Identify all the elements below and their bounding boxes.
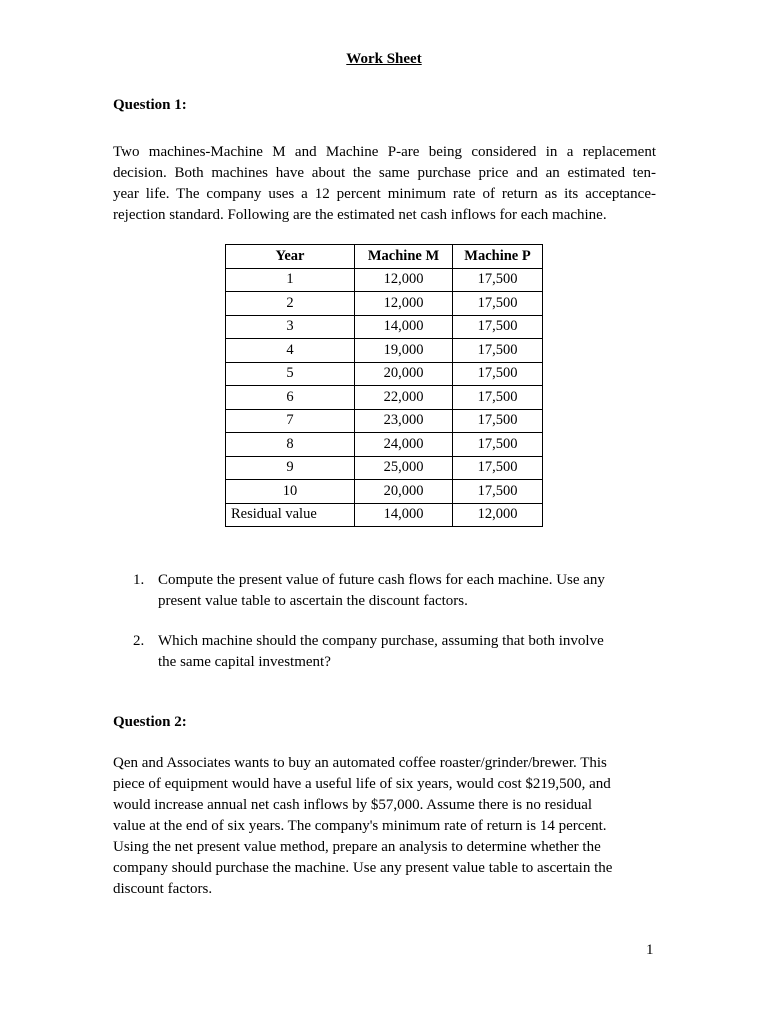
- machine-m-cell: 14,000: [355, 503, 453, 527]
- question-1-task-list: [133, 570, 653, 692]
- intro-line: Two machines-Machine M and Machine P-are being considered in a replacement: [113, 144, 656, 160]
- year-cell: 2: [226, 292, 355, 316]
- task-line: present value table to ascertain the discount factors.: [158, 593, 468, 609]
- year-cell: 5: [226, 362, 355, 386]
- machine-p-cell: 17,500: [453, 315, 543, 339]
- body-line: Using the net present value method, prepare an analysis to determine whether the: [113, 839, 601, 855]
- year-cell: 9: [226, 456, 355, 480]
- machine-m-cell: 19,000: [355, 339, 453, 363]
- body-line: would increase annual net cash inflows by $57,000. Assume there is no residual: [113, 797, 593, 813]
- table-row: [226, 456, 543, 480]
- table-row: [226, 362, 543, 386]
- machine-p-cell: 17,500: [453, 456, 543, 480]
- year-cell: 6: [226, 386, 355, 410]
- body-line: piece of equipment would have a useful life of six years, would cost $219,500, and: [113, 776, 611, 792]
- machine-m-cell: 24,000: [355, 433, 453, 457]
- question-1-intro: [113, 142, 656, 226]
- year-cell: 3: [226, 315, 355, 339]
- task-number: 2.: [133, 633, 145, 649]
- machine-m-cell: 20,000: [355, 362, 453, 386]
- machine-p-cell: 12,000: [453, 503, 543, 527]
- table-row: [226, 386, 543, 410]
- machine-p-cell: 17,500: [453, 362, 543, 386]
- task-number: 1.: [133, 572, 145, 588]
- machine-p-cell: 17,500: [453, 409, 543, 433]
- task-line: the same capital investment?: [158, 654, 331, 670]
- page-title: Work Sheet: [346, 51, 422, 67]
- year-cell: 8: [226, 433, 355, 457]
- question-2-heading: Question 2:: [113, 714, 187, 730]
- machine-m-cell: 25,000: [355, 456, 453, 480]
- task-line: Which machine should the company purchase, assuming that both involve: [158, 633, 604, 649]
- machine-p-cell: 17,500: [453, 339, 543, 363]
- residual-label-cell: Residual value: [226, 503, 355, 527]
- table-row: [226, 292, 543, 316]
- year-cell: 7: [226, 409, 355, 433]
- year-cell: 4: [226, 339, 355, 363]
- machine-m-cell: 20,000: [355, 480, 453, 504]
- list-item: [133, 631, 653, 673]
- table-row: [226, 268, 543, 292]
- column-header-year: Year: [226, 245, 355, 269]
- body-line: value at the end of six years. The company's minimum rate of return is 14 percent.: [113, 818, 607, 834]
- intro-line: year life. The company uses a 12 percent minimum rate of return as its acceptance-: [113, 186, 656, 202]
- machine-p-cell: 17,500: [453, 292, 543, 316]
- table-row: [226, 315, 543, 339]
- machine-p-cell: 17,500: [453, 268, 543, 292]
- machine-m-cell: 22,000: [355, 386, 453, 410]
- column-header-machine-m: Machine M: [355, 245, 453, 269]
- table-row: [226, 339, 543, 363]
- list-item: [133, 570, 653, 612]
- machine-m-cell: 12,000: [355, 292, 453, 316]
- column-header-machine-p: Machine P: [453, 245, 543, 269]
- question-1-heading: Question 1:: [113, 97, 187, 113]
- machine-m-cell: 12,000: [355, 268, 453, 292]
- table-header-row: [226, 245, 543, 269]
- body-line: Qen and Associates wants to buy an automated coffee roaster/grinder/brewer. This: [113, 755, 607, 771]
- table-row: [226, 409, 543, 433]
- year-cell: 10: [226, 480, 355, 504]
- machine-m-cell: 14,000: [355, 315, 453, 339]
- machine-m-cell: 23,000: [355, 409, 453, 433]
- table-row-residual: [226, 503, 543, 527]
- body-line: discount factors.: [113, 881, 213, 897]
- intro-line: decision. Both machines have about the same purchase price and an estimated ten-: [113, 165, 656, 181]
- body-line: company should purchase the machine. Use any present value table to ascertain the: [113, 860, 613, 876]
- page-number: 1: [646, 942, 654, 958]
- machine-p-cell: 17,500: [453, 386, 543, 410]
- table-row: [226, 433, 543, 457]
- cash-inflows-table: [225, 244, 543, 527]
- year-cell: 1: [226, 268, 355, 292]
- question-2-body: [113, 753, 653, 900]
- table-row: [226, 480, 543, 504]
- task-line: Compute the present value of future cash flows for each machine. Use any: [158, 572, 605, 588]
- machine-p-cell: 17,500: [453, 433, 543, 457]
- machine-p-cell: 17,500: [453, 480, 543, 504]
- intro-line: rejection standard. Following are the estimated net cash inflows for each machine.: [113, 207, 607, 223]
